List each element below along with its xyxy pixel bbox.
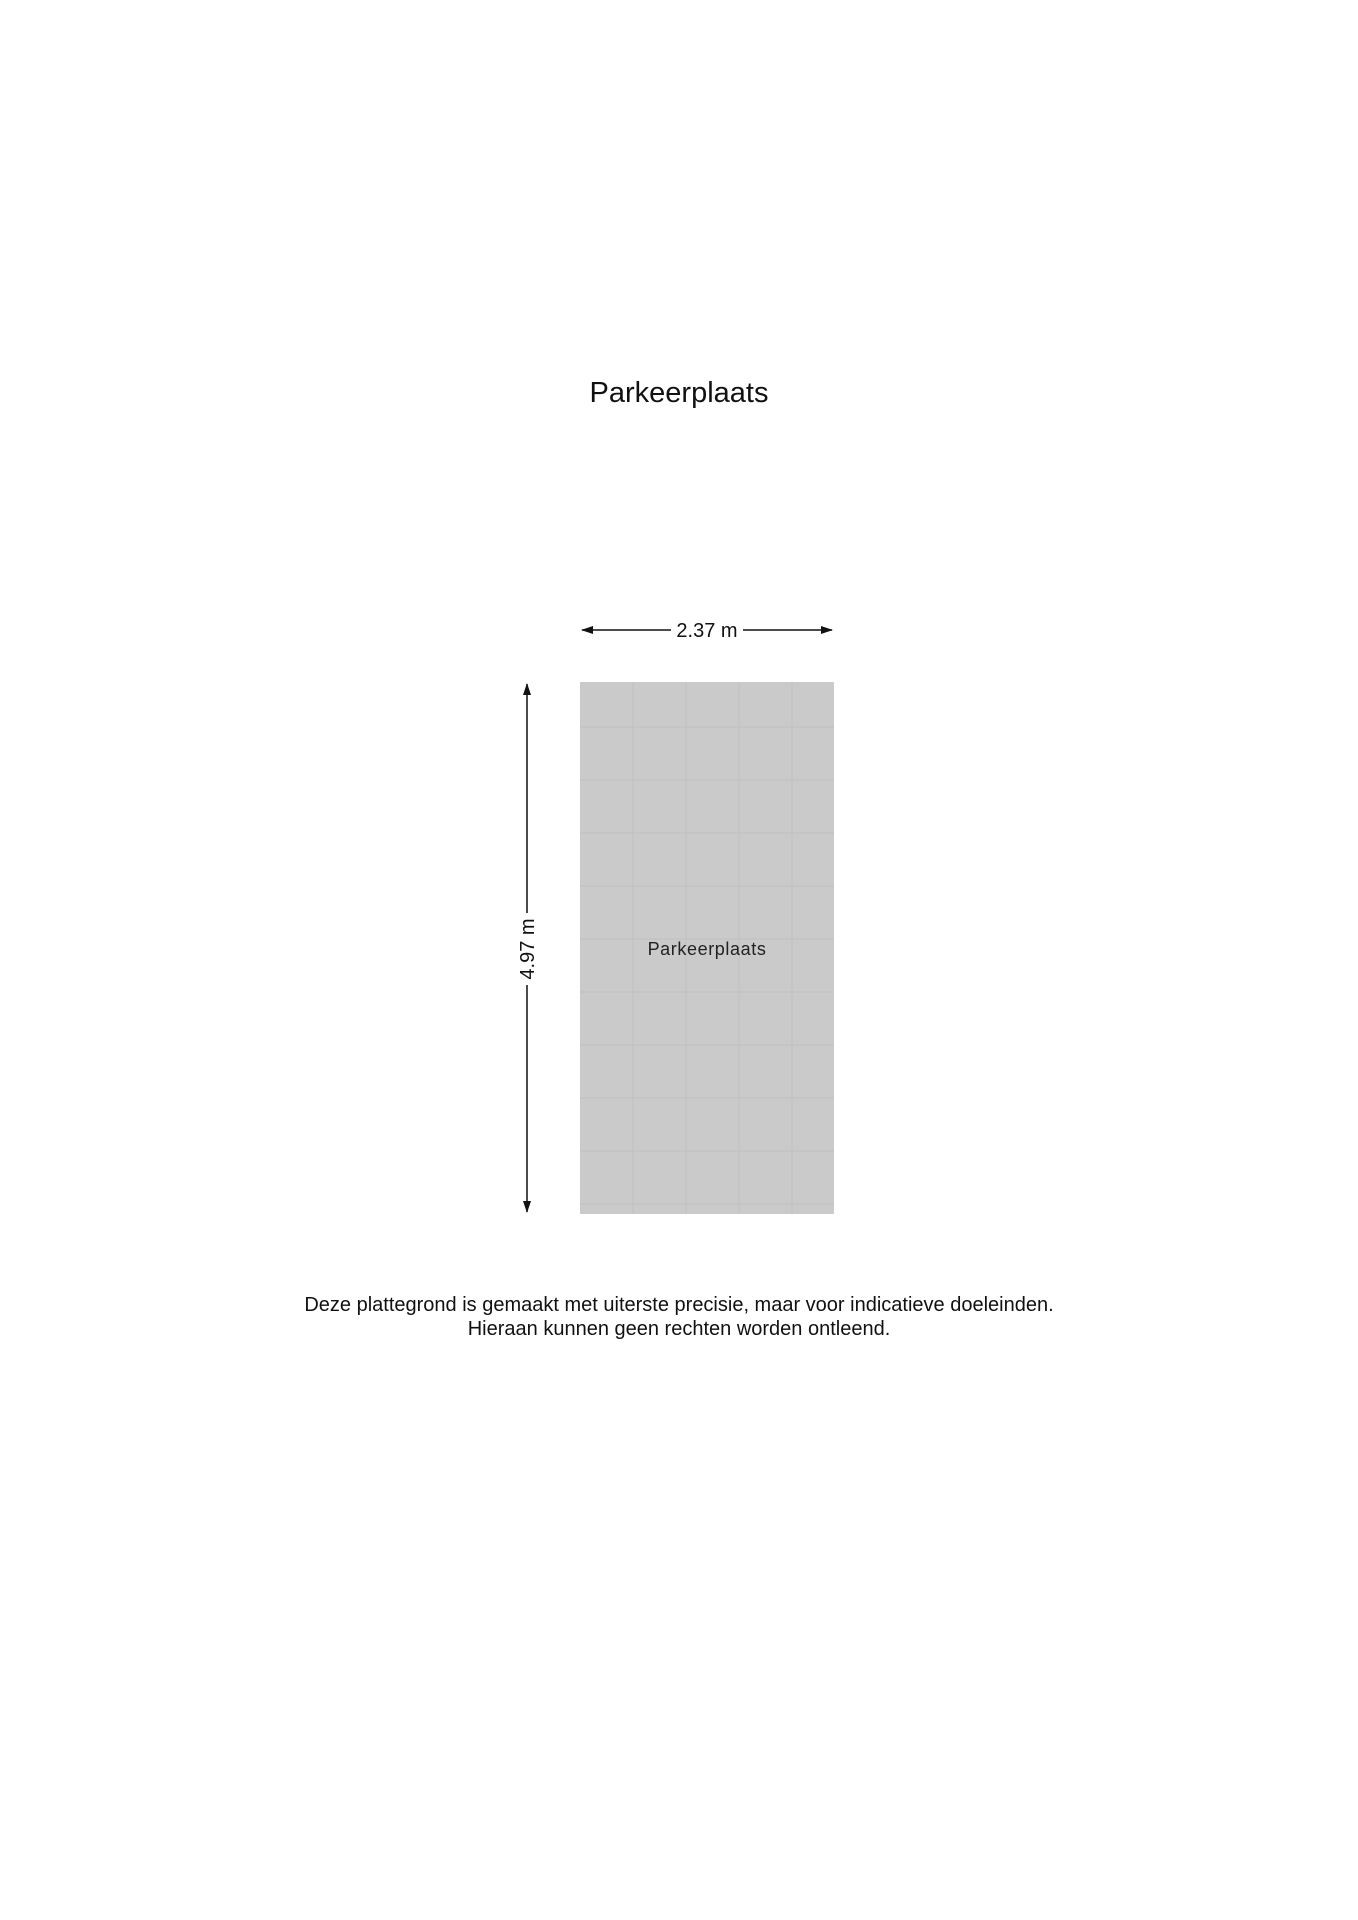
page-title: Parkeerplaats [589,377,769,409]
disclaimer [0,1293,1358,1341]
room-label: Parkeerplaats [647,939,767,959]
height-dimension-label: 4.97 m [517,918,539,980]
width-dimension [582,620,832,642]
width-dimension-label: 2.37 m [676,620,738,642]
disclaimer-line-2: Hieraan kunnen geen rechten worden ontleend. [467,1318,891,1340]
room-parkeerplaats [580,682,834,1214]
disclaimer-line-1: Deze plattegrond is gemaakt met uiterste precisie, maar voor indicatieve doeleinden. [304,1294,1054,1316]
height-dimension [517,684,539,1212]
